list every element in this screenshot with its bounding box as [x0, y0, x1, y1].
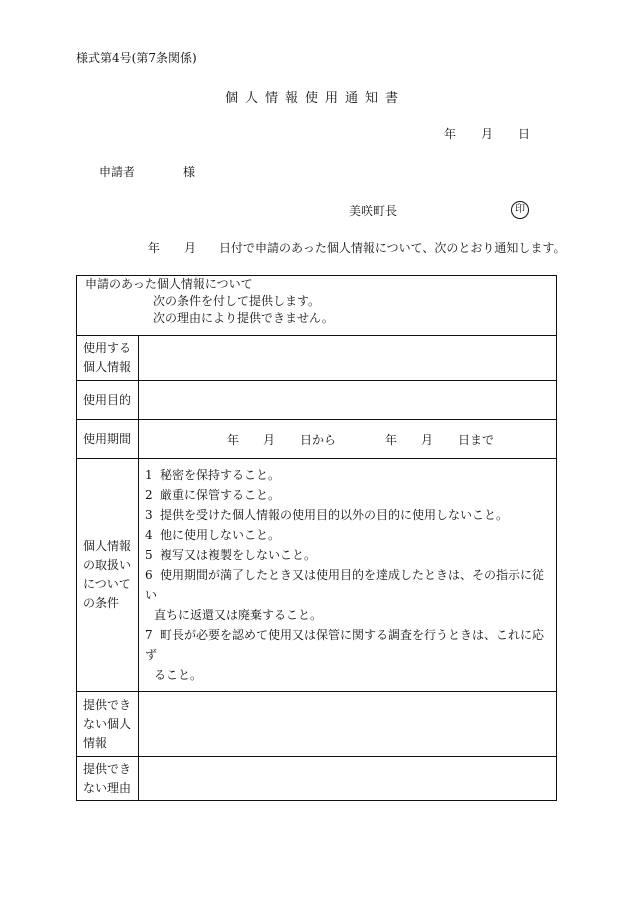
- table-row-period: [77, 420, 557, 459]
- purpose-value-cell: [139, 381, 557, 420]
- condition-text: 町長が必要を認めて使用又は保管に関する調査を行うときは、これに応ず: [145, 628, 545, 662]
- conditions-label: [77, 459, 139, 692]
- period-month-1: 月: [263, 432, 276, 447]
- condition-continuation: ること。: [154, 668, 203, 682]
- purpose-label: 使用目的: [77, 381, 139, 420]
- document-title: 個人情報使用通知書: [225, 91, 406, 106]
- condition-item: [145, 525, 552, 545]
- no-info-value-cell: [139, 692, 557, 757]
- applicant-label: 申請者: [99, 165, 136, 179]
- period-from: 日から: [300, 432, 337, 447]
- no-info-label-line: 情報: [83, 735, 108, 750]
- condition-item: [145, 565, 552, 605]
- condition-text: 厳重に保管すること。: [160, 488, 281, 502]
- table-row-conditions: [77, 459, 557, 692]
- condition-text: 複写又は複製をしないこと。: [160, 548, 317, 562]
- no-reason-label: [77, 757, 139, 801]
- conditions-label-line: の取扱い: [83, 558, 132, 572]
- header-option-provide: 次の条件を付して提供します。: [153, 294, 321, 308]
- period-month-2: 月: [421, 432, 434, 447]
- date-year: 年: [444, 127, 457, 141]
- condition-number: 2: [145, 488, 153, 502]
- applicant-line: [99, 166, 195, 178]
- intro-line: [148, 242, 565, 254]
- condition-text: 秘密を保持すること。: [160, 468, 281, 482]
- condition-item: [145, 485, 552, 505]
- period-year-2: 年: [385, 432, 398, 447]
- condition-number: 3: [145, 508, 153, 522]
- period-label: 使用期間: [77, 420, 139, 459]
- condition-item: [145, 625, 552, 665]
- date-month: 月: [481, 127, 494, 141]
- no-info-label: [77, 692, 139, 757]
- no-info-label-line: ない個人: [83, 716, 132, 731]
- condition-item: [145, 545, 552, 565]
- no-info-label-line: 提供でき: [83, 697, 132, 712]
- period-until: 日まで: [458, 432, 495, 447]
- condition-continuation: 直ちに返還又は廃棄すること。: [154, 608, 323, 622]
- condition-number: 5: [145, 548, 153, 562]
- period-value-cell: [139, 420, 557, 459]
- no-reason-value-cell: [139, 757, 557, 801]
- table-row-info: [77, 336, 557, 381]
- intro-text: 日付で申請のあった個人情報について、次のとおり通知します。: [219, 241, 566, 255]
- issue-date: [444, 128, 530, 140]
- condition-item: [145, 465, 552, 485]
- info-label: [77, 336, 139, 381]
- info-value-cell: [139, 336, 557, 381]
- date-day: 日: [518, 127, 531, 141]
- condition-number: 1: [145, 468, 153, 482]
- condition-text: 提供を受けた個人情報の使用目的以外の目的に使用しないこと。: [160, 508, 509, 522]
- intro-month: 月: [184, 241, 197, 255]
- condition-text: 使用期間が満了したとき又は使用目的を達成したときは、その指示に従い: [145, 568, 545, 602]
- seal-icon: 印: [511, 201, 529, 219]
- mayor-name: 美咲町長: [349, 204, 398, 218]
- header-option-refuse: 次の理由により提供できません。: [153, 311, 334, 325]
- conditions-label-line: について: [83, 577, 131, 591]
- condition-item: [145, 505, 552, 525]
- table-row-no-reason: [77, 757, 557, 801]
- intro-year: 年: [148, 241, 161, 255]
- conditions-label-line: の条件: [83, 596, 120, 610]
- conditions-list: [139, 459, 557, 692]
- period-year-1: 年: [227, 432, 240, 447]
- no-reason-label-line: ない理由: [83, 780, 132, 795]
- condition-number: 4: [145, 528, 153, 542]
- form-number: 様式第4号(第7条関係): [76, 51, 197, 65]
- condition-number: 6: [145, 568, 153, 582]
- table-row-no-info: [77, 692, 557, 757]
- honorific: 様: [183, 165, 196, 179]
- info-label-line-1: 使用する: [83, 341, 132, 355]
- table-row-purpose: [77, 381, 557, 420]
- conditions-label-line: 個人情報: [83, 539, 132, 553]
- header-cell: [77, 276, 557, 336]
- table-header-row: [77, 276, 557, 336]
- notification-table: [76, 275, 557, 801]
- condition-text: 他に使用しないこと。: [160, 528, 281, 542]
- info-label-line-2: 個人情報: [83, 360, 132, 374]
- header-line-1: 申請のあった個人情報について: [85, 277, 253, 291]
- condition-number: 7: [145, 628, 153, 642]
- no-reason-label-line: 提供でき: [83, 761, 132, 776]
